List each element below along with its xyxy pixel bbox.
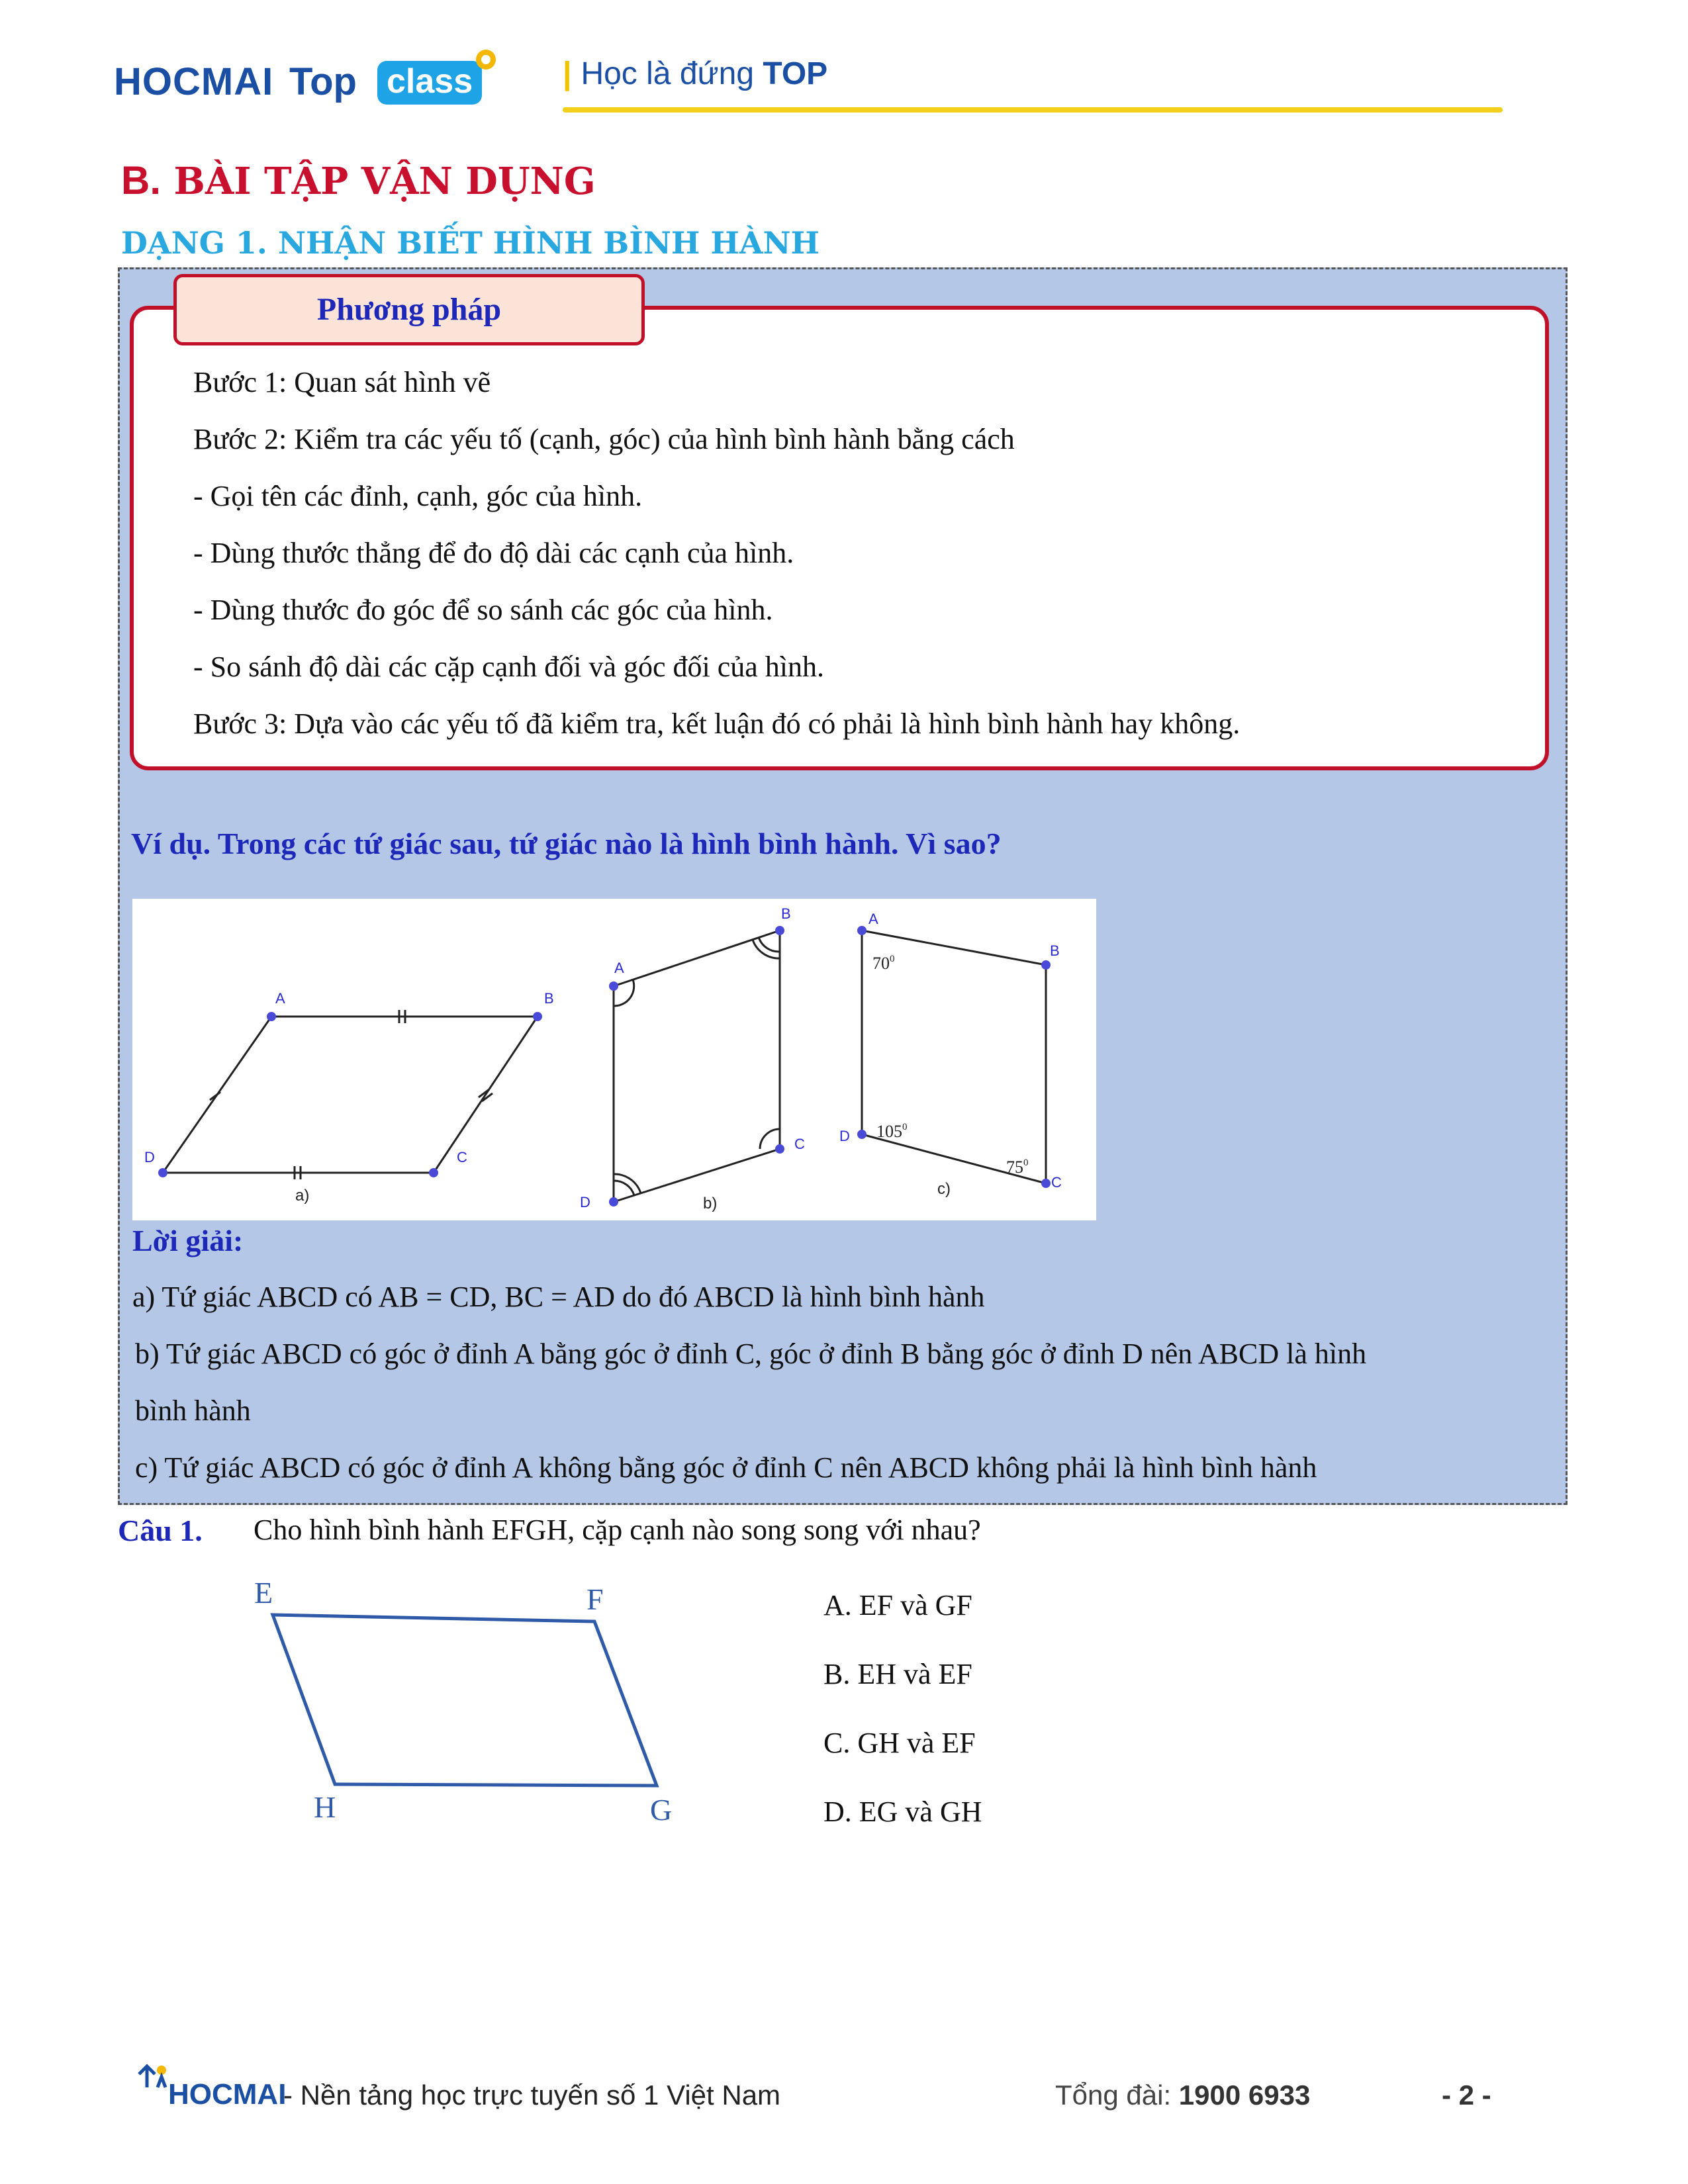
method-step-2: Bước 2: Kiểm tra các yếu tố (cạnh, góc) của hình bình hành bằng cách — [193, 423, 1015, 455]
hotline-label: Tổng đài: — [1055, 2079, 1172, 2111]
slogan-text: Học là đứng — [581, 56, 755, 91]
method-tab-label: Phương pháp — [316, 292, 502, 327]
example-figure — [132, 899, 1096, 1220]
solution-line-b-cont: bình hành — [135, 1394, 251, 1427]
figure-c-angle-c: $75^0$ — [1006, 1158, 1029, 1177]
question-1-number: Câu 1. — [118, 1514, 203, 1547]
figure-b-label-b: B — [781, 905, 791, 922]
section-title-text: BÀI TẬP VẬN DỤNG — [173, 159, 596, 203]
figure-a-label-b: B — [544, 990, 554, 1007]
method-substep-1: - Gọi tên các đỉnh, cạnh, góc của hình. — [193, 480, 643, 512]
figure-b-quadrilateral — [580, 905, 805, 1212]
solution-line-c: c) Tứ giác ABCD có góc ở đỉnh A không bằng góc ở đỉnh C nên ABCD không phải là hình bình hành — [135, 1451, 1317, 1484]
figure-c-quadrilateral — [839, 911, 1062, 1198]
figure-c-label-c: C — [1051, 1174, 1062, 1191]
figure-b-caption: b) — [703, 1195, 718, 1212]
figure-b-label-a: A — [614, 960, 624, 976]
logo-hocmai-text: HOCMAI — [114, 60, 274, 103]
figure-c-angle-d: $105^0$ — [876, 1122, 908, 1141]
figure-c-label-a: A — [868, 911, 878, 927]
hocmai-topclass-logo — [114, 46, 511, 119]
figure-c-label-b: B — [1050, 942, 1060, 959]
figure-b-label-c: C — [794, 1136, 805, 1152]
vertex-f-label: F — [586, 1582, 604, 1616]
question-1-parallelogram-figure — [245, 1575, 708, 1827]
option-a[interactable]: A. EF và GF — [823, 1589, 972, 1621]
footer-hotline — [1055, 2079, 1310, 2111]
vertex-g-label: G — [650, 1793, 673, 1827]
figure-c-caption: c) — [937, 1180, 951, 1198]
option-d[interactable]: D. EG và GH — [823, 1796, 982, 1828]
vertex-e-label: E — [254, 1576, 273, 1610]
footer-brand: HOCMAI — [168, 2078, 287, 2111]
method-substep-4: - So sánh độ dài các cặp cạnh đối và góc đối của hình. — [193, 651, 825, 683]
logo-class-badge: class — [377, 61, 482, 105]
figure-a-label-c: C — [457, 1149, 467, 1165]
slogan-bold: TOP — [763, 56, 828, 91]
logo-star-icon — [473, 46, 499, 73]
logo-top-text: Top — [289, 60, 357, 103]
vertex-h-label: H — [314, 1790, 336, 1824]
figure-a-caption: a) — [295, 1187, 310, 1205]
section-title — [121, 158, 596, 203]
option-c[interactable]: C. GH và EF — [823, 1727, 976, 1759]
exercise-type-title: DẠNG 1. NHẬN BIẾT HÌNH BÌNH HÀNH — [121, 225, 820, 261]
method-tab — [173, 274, 645, 345]
figure-b-label-d: D — [580, 1194, 590, 1210]
method-step-3: Bước 3: Dựa vào các yếu tố đã kiểm tra, kết luận đó có phải là hình bình hành hay không. — [193, 707, 1241, 740]
header-slogan — [563, 56, 827, 92]
header-underline — [563, 107, 1503, 113]
footer-tagline: - Nền tảng học trực tuyến số 1 Việt Nam — [283, 2079, 781, 2111]
solution-label: Lời giải: — [132, 1224, 244, 1257]
figure-c-label-d: D — [839, 1128, 850, 1144]
figure-a-quadrilateral — [144, 990, 554, 1205]
example-question: Ví dụ. Trong các tứ giác sau, tứ giác nào là hình bình hành. Vì sao? — [131, 827, 1002, 860]
page-number: - 2 - — [1442, 2079, 1491, 2111]
figure-a-label-d: D — [144, 1149, 155, 1165]
question-1-text: Cho hình bình hành EFGH, cặp cạnh nào song song với nhau? — [254, 1514, 981, 1546]
figure-c-angle-a: $70^0$ — [872, 954, 895, 973]
hotline-number: 1900 6933 — [1178, 2079, 1311, 2111]
method-substep-3: - Dùng thước đo góc để so sánh các góc của hình. — [193, 594, 773, 626]
solution-line-a: a) Tứ giác ABCD có AB = CD, BC = AD do đó ABCD là hình bình hành — [132, 1281, 985, 1313]
section-letter: B. — [121, 158, 161, 203]
method-step-1: Bước 1: Quan sát hình vẽ — [193, 366, 491, 398]
figure-a-label-a: A — [275, 990, 285, 1007]
option-b[interactable]: B. EH và EF — [823, 1658, 972, 1690]
slogan-divider: | — [563, 56, 572, 91]
solution-line-b: b) Tứ giác ABCD có góc ở đỉnh A bằng góc ở đỉnh C, góc ở đỉnh B bằng góc ở đỉnh D nên ABCD là hình — [135, 1338, 1367, 1370]
method-substep-2: - Dùng thước thẳng để đo độ dài các cạnh của hình. — [193, 537, 794, 569]
